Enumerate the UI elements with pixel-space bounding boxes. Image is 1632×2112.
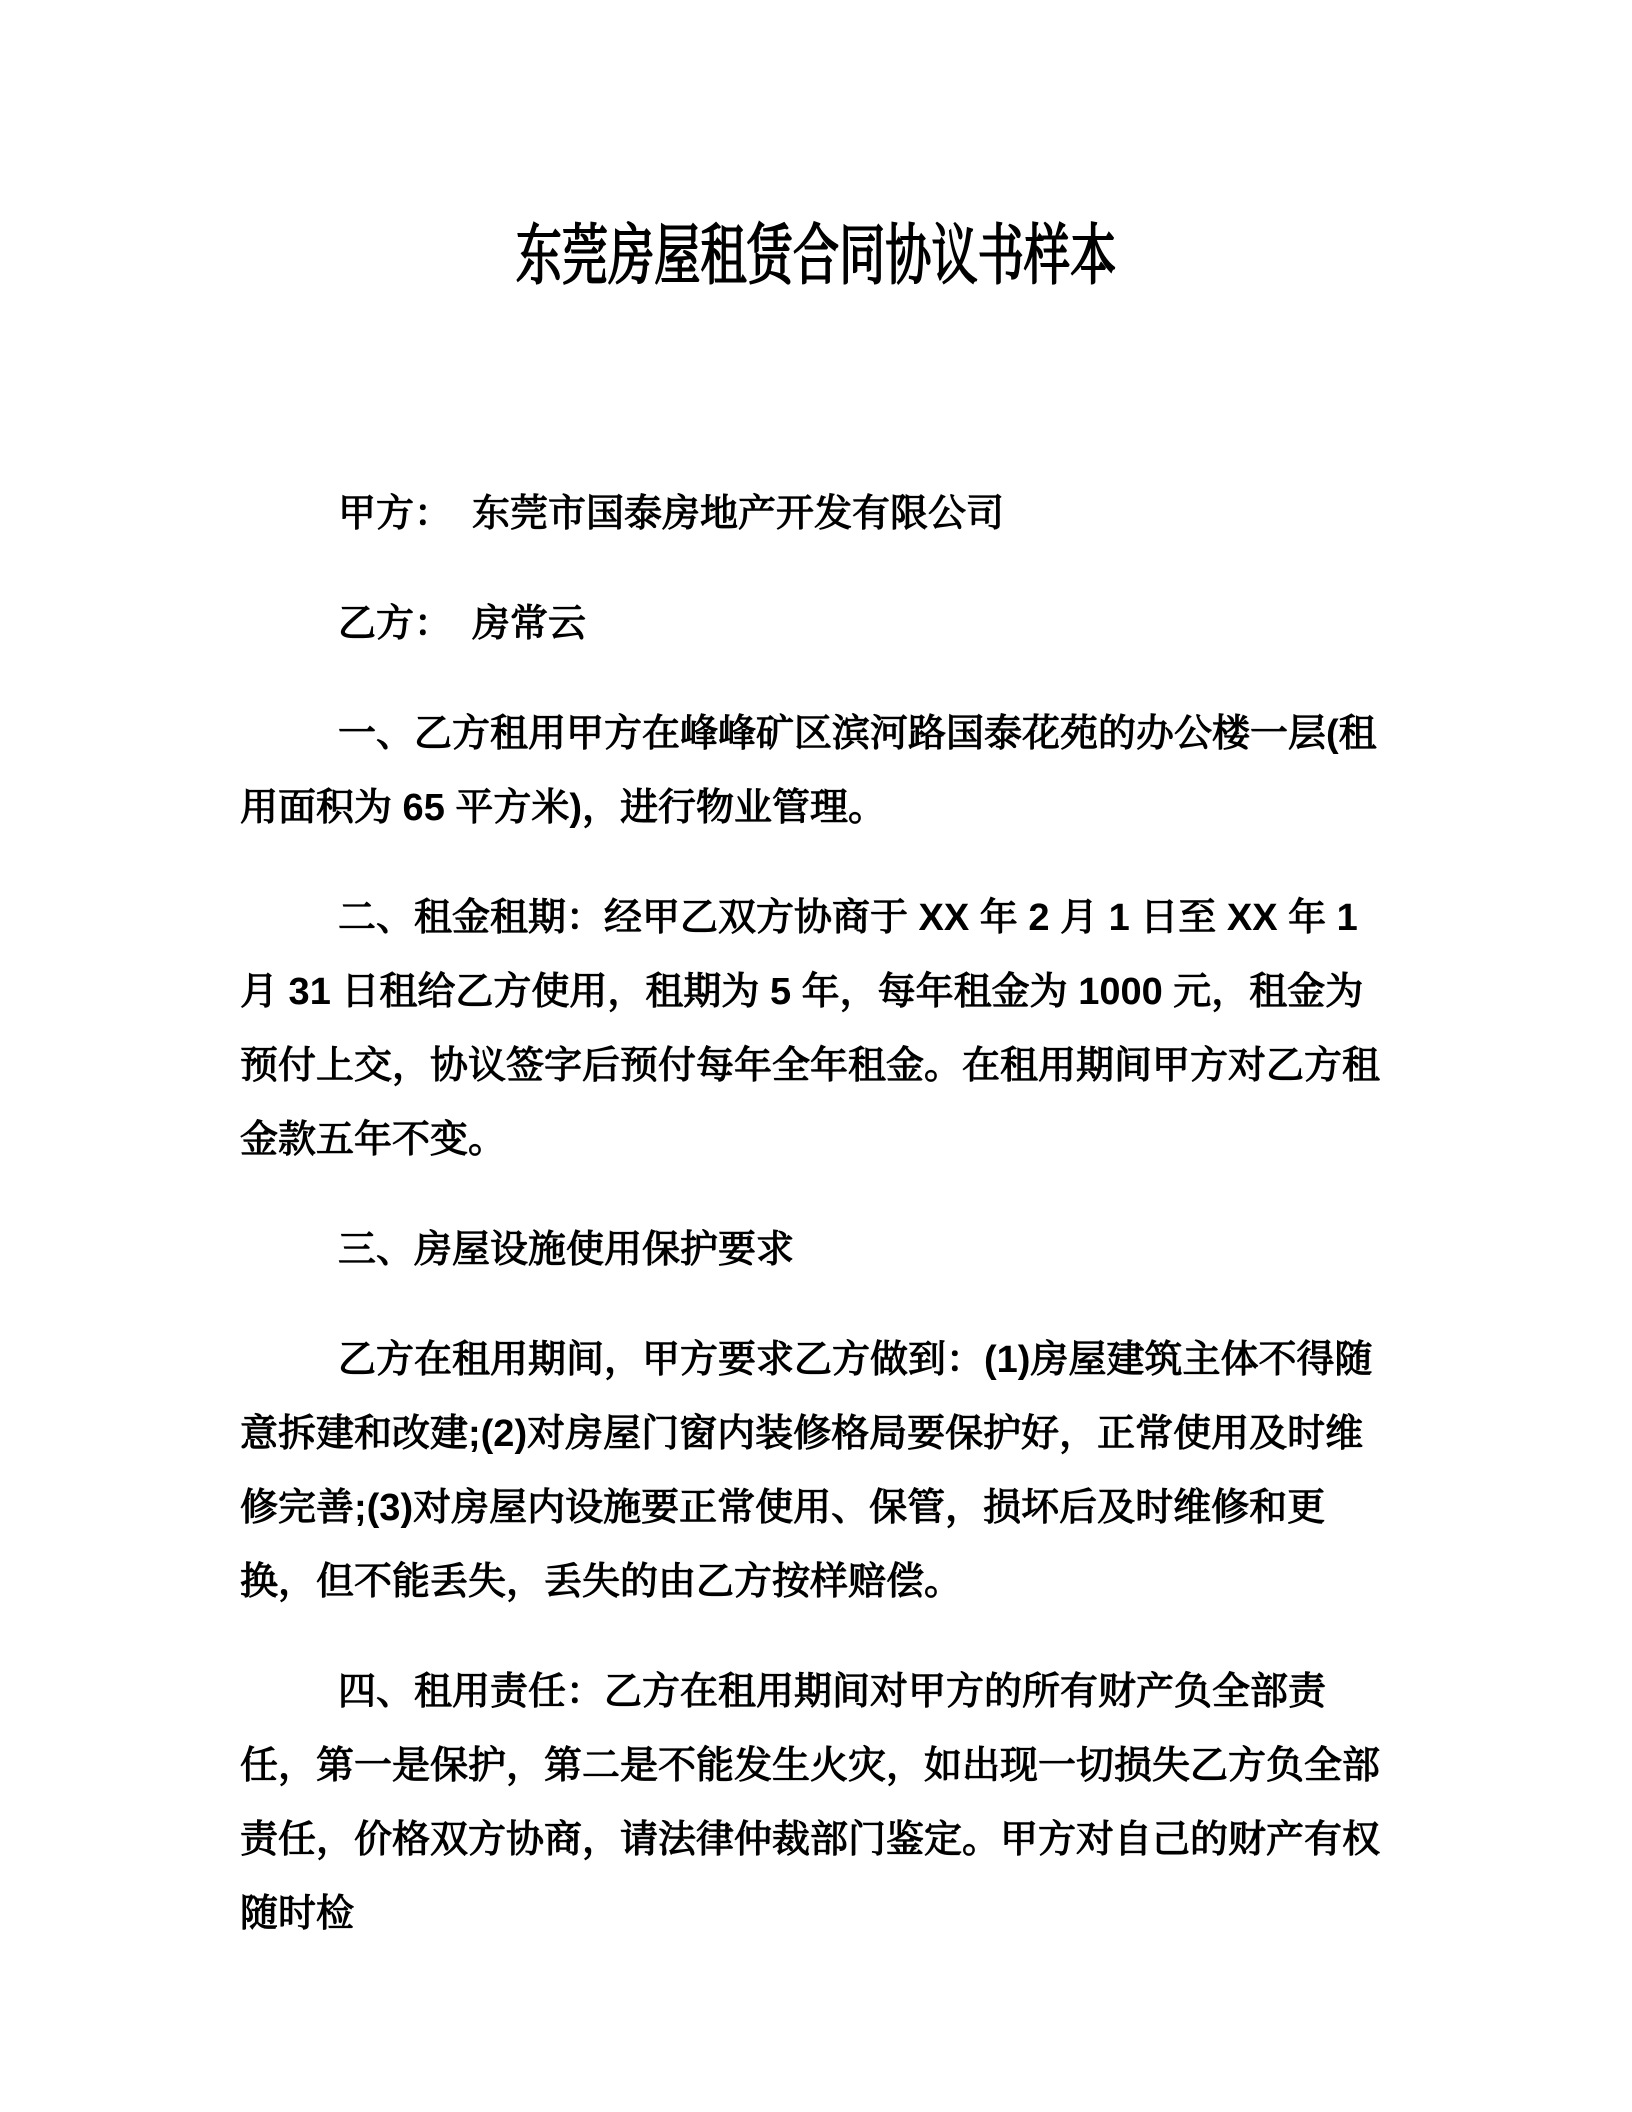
clause-one-rental-purpose: 一、乙方租用甲方在峰峰矿区滨河路国泰花苑的办公楼一层(租用面积为 65 平方米)，进行物业管理。: [240, 713, 1377, 829]
clause-four-rental-liability: 四、租用责任：乙方在租用期间对甲方的所有财产负全部责任，第一是保护，第二是不能发生火灾，如出现一切损失乙方负全部责任，价格双方协商，请法律仲裁部门鉴定。甲方对自己的财产有权随时检: [240, 1671, 1381, 1935]
party-b-name: 房常云: [472, 603, 587, 645]
page-title: 东莞房屋租赁合同协议书样本: [515, 218, 1117, 292]
clause-two-rent-and-term: 二、租金租期：经甲乙双方协商于 XX 年 2 月 1 日至 XX 年 1 月 31 日租给乙方使用，租期为 5 年，每年租金为 1000 元，租金为预付上交，协议签字后预付每年全年租金。在租用期间甲方对乙方租金款五年不变。: [240, 897, 1381, 1161]
party-a-line: [240, 477, 1392, 551]
party-b-label: 乙方：: [338, 603, 453, 645]
party-a-name: 东莞市国泰房地产开发有限公司: [472, 493, 1005, 535]
clause-three-heading-facility-protection: 三、房屋设施使用保护要求: [338, 1229, 795, 1271]
party-b-line: [240, 587, 1392, 661]
clause-three-body-facility-rules: 乙方在租用期间，甲方要求乙方做到：(1)房屋建筑主体不得随意拆建和改建;(2)对房屋门窗内装修格局要保护好，正常使用及时维修完善;(3)对房屋内设施要正常使用、保管，损坏后及时维修和更换，但不能丢失，丢失的由乙方按样赔偿。: [240, 1339, 1373, 1603]
party-a-label: 甲方：: [338, 493, 453, 535]
